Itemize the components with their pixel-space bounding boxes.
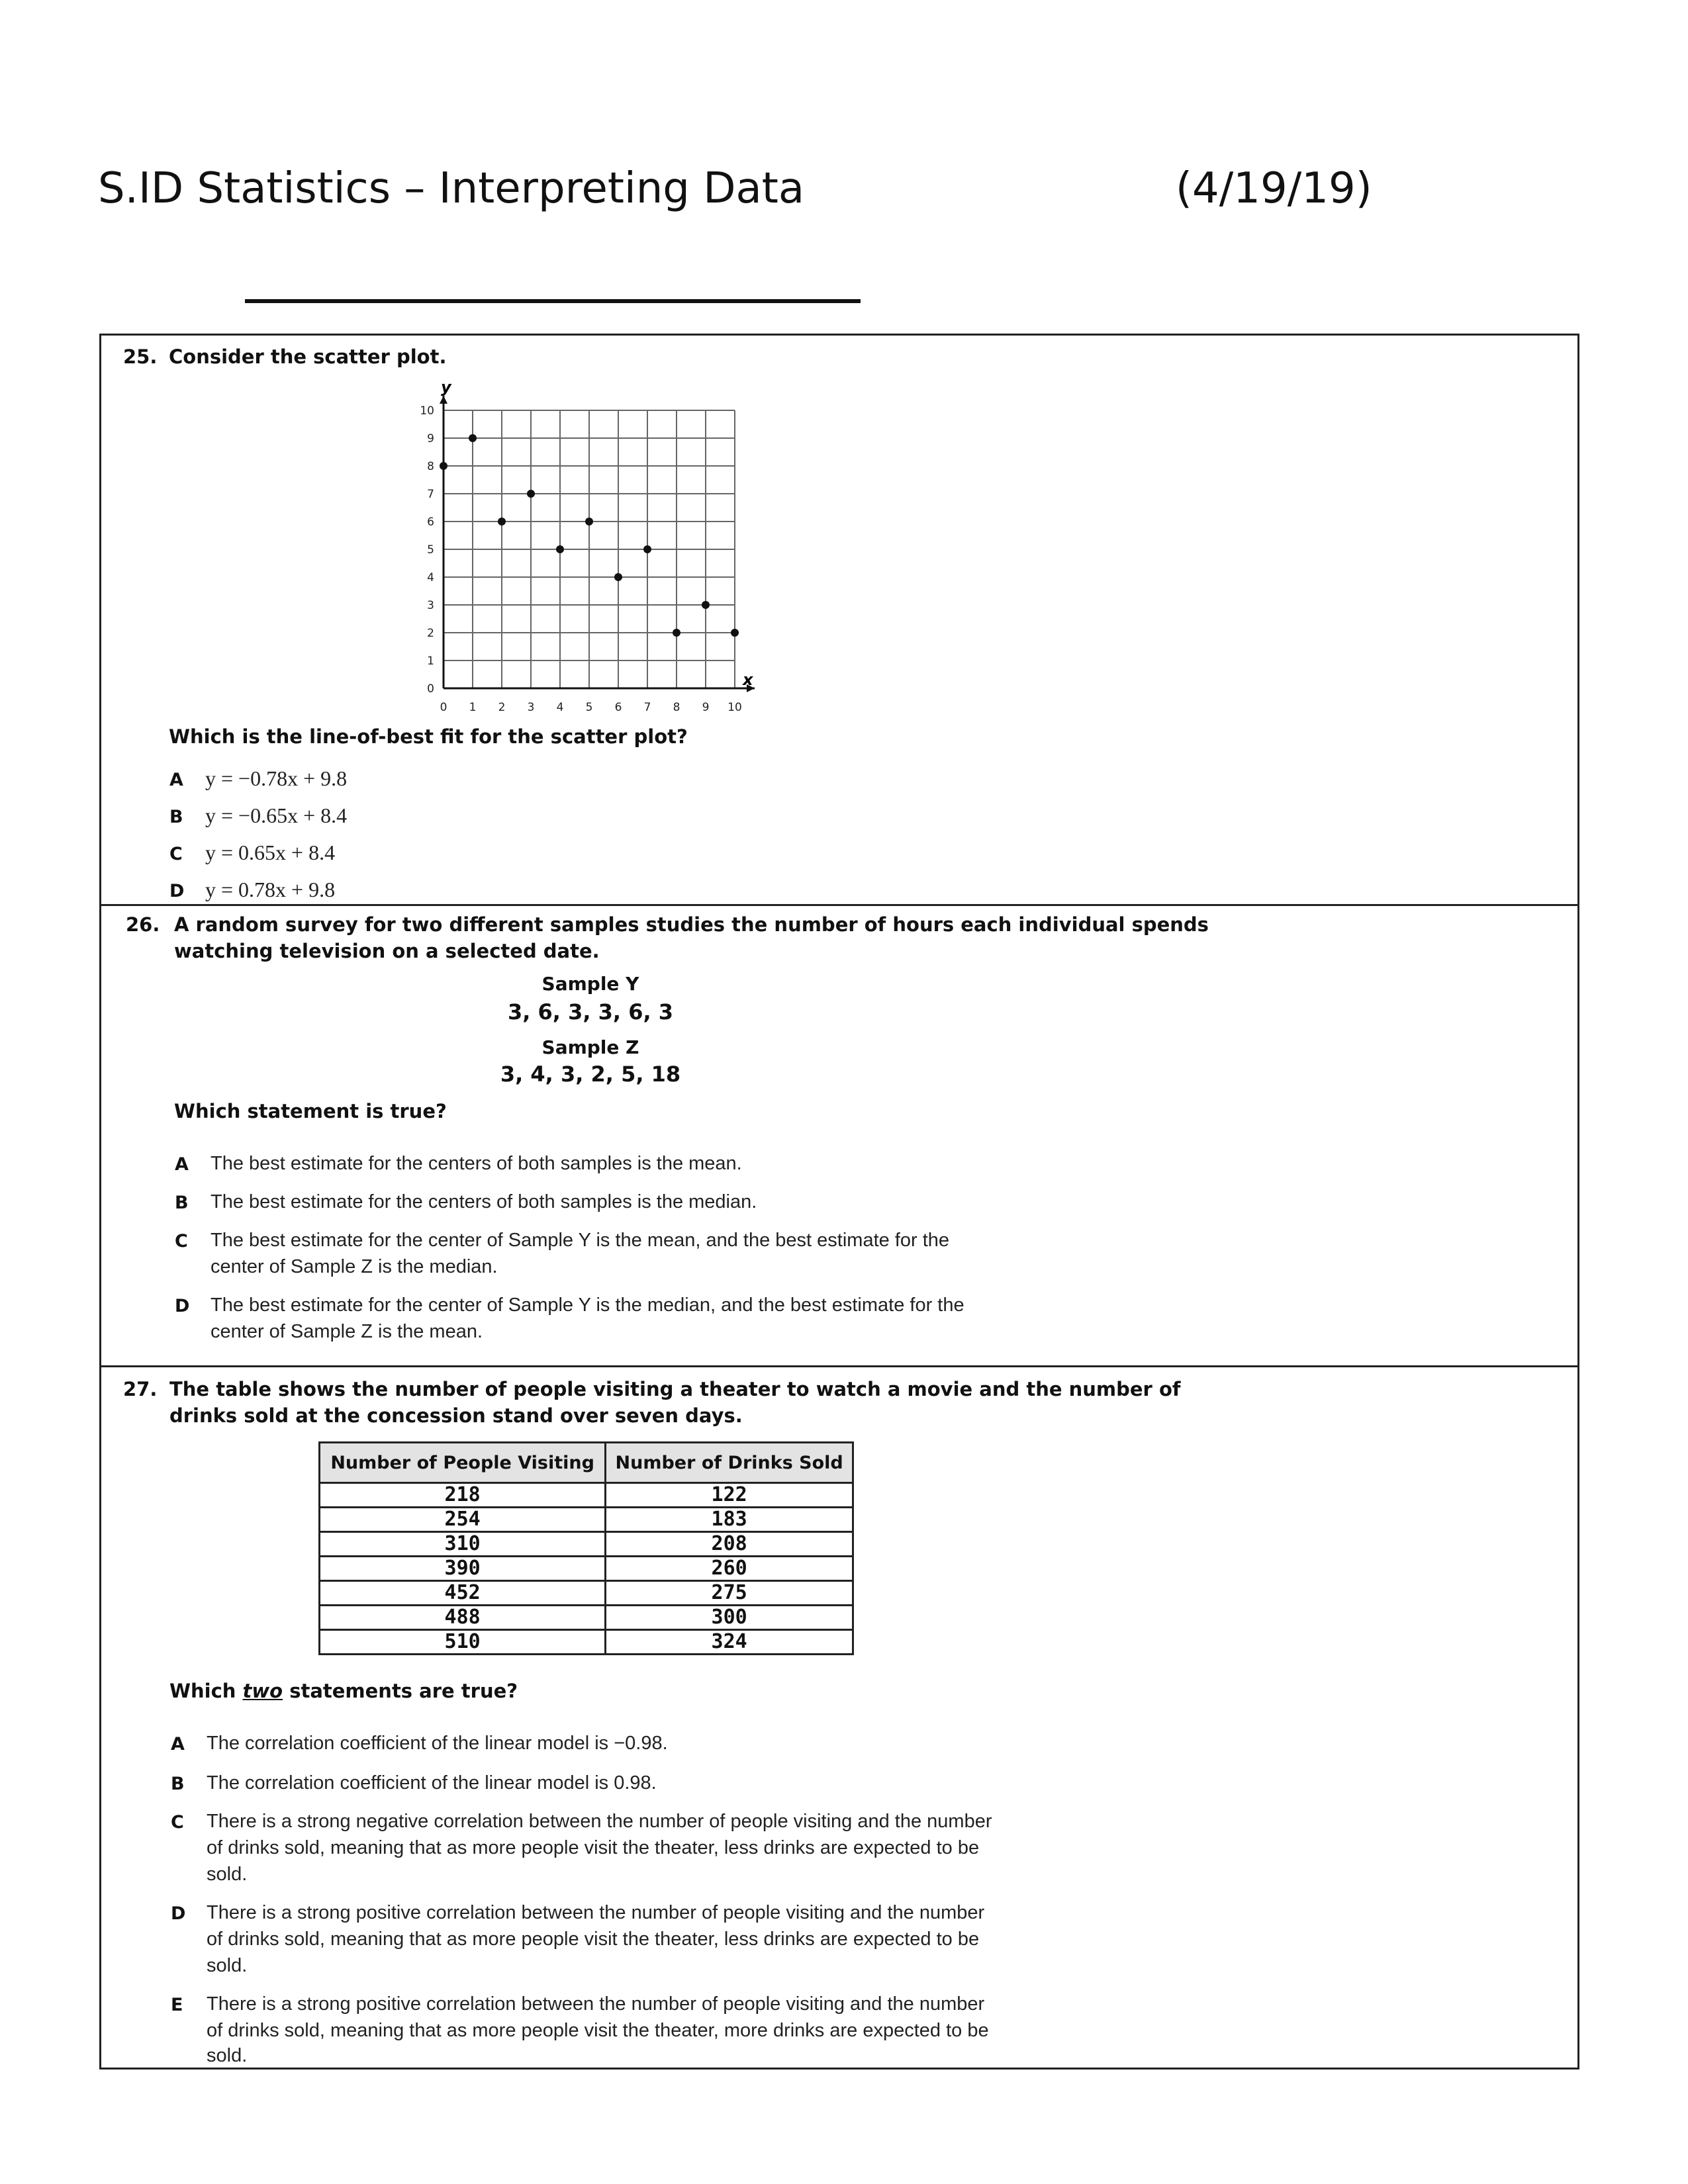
question-27-prompt-line2: drinks sold at the concession stand over seven days.: [169, 1404, 743, 1427]
q27-option-c-line3[interactable]: sold.: [207, 1864, 248, 1885]
table-cell: 208: [606, 1532, 853, 1557]
q25-option-a-text[interactable]: y = −0.78x + 9.8: [205, 766, 348, 790]
y-tick-label: 6: [427, 516, 434, 529]
table-row: [320, 1532, 853, 1557]
plot-grid: [444, 410, 735, 688]
table-header-row: [320, 1443, 853, 1483]
q27-option-e-line3[interactable]: sold.: [207, 2045, 248, 2066]
q25-option-b-letter: B: [169, 807, 183, 827]
page-date: (4/19/19): [1176, 164, 1372, 213]
question-27-question-post: statements are true?: [283, 1680, 518, 1702]
y-axis-arrow: [440, 396, 447, 404]
q27-option-c-letter: C: [171, 1812, 184, 1833]
x-tick-label: 5: [585, 701, 593, 714]
table-cell: 254: [320, 1508, 606, 1532]
x-axis-label: x: [743, 670, 753, 689]
scatter-point: [702, 601, 710, 609]
table-cell: 275: [606, 1581, 853, 1606]
q25-option-c-letter: C: [169, 844, 183, 864]
scatter-point: [498, 518, 506, 525]
table-cell: 183: [606, 1508, 853, 1532]
q27-option-c-line2[interactable]: of drinks sold, meaning that as more people visit the theater, less drinks are expected to be: [207, 1837, 980, 1858]
table-row: [320, 1483, 853, 1508]
q27-option-d-line3[interactable]: sold.: [207, 1955, 248, 1976]
q27-option-d-line1[interactable]: There is a strong positive correlation between the number of people visiting and the number: [207, 1902, 985, 1923]
plot-ticks: [420, 404, 741, 714]
table-row: [320, 1508, 853, 1532]
q26-option-c-line2[interactable]: center of Sample Z is the median.: [211, 1256, 498, 1277]
y-tick-label: 1: [427, 655, 434, 668]
q27-option-d-line2[interactable]: of drinks sold, meaning that as more people visit the theater, less drinks are expected to be: [207, 1929, 980, 1950]
scatter-point: [469, 434, 477, 442]
x-tick-label: 1: [469, 701, 477, 714]
scatter-point: [585, 518, 593, 525]
q25-option-c-text[interactable]: y = 0.65x + 8.4: [205, 841, 336, 864]
scatter-point: [440, 462, 447, 470]
y-axis-label: y: [441, 378, 451, 396]
table-header-people: Number of People Visiting: [320, 1443, 606, 1483]
scatter-plot: [397, 374, 768, 718]
x-tick-label: 6: [614, 701, 622, 714]
question-25-question: Which is the line-of-best fit for the scatter plot?: [169, 725, 688, 748]
q27-option-c-line1[interactable]: There is a strong negative correlation between the number of people visiting and the number: [207, 1811, 992, 1832]
scatter-point: [673, 629, 680, 637]
table-cell: 300: [606, 1606, 853, 1630]
scatter-point: [527, 490, 535, 498]
q26-option-c-letter: C: [175, 1231, 188, 1251]
y-tick-label: 10: [420, 404, 434, 418]
q26-option-d-line2[interactable]: center of Sample Z is the mean.: [211, 1321, 483, 1342]
q27-option-e-line2[interactable]: of drinks sold, meaning that as more people visit the theater, more drinks are expected to be: [207, 2020, 989, 2041]
question-27-question-pre: Which: [169, 1680, 243, 1702]
question-26-prompt-line1: A random survey for two different samples studies the number of hours each individual spends: [174, 913, 1209, 936]
q25-option-b-text[interactable]: y = −0.65x + 8.4: [205, 803, 348, 827]
scatter-point: [731, 629, 739, 637]
question-26-prompt-line2: watching television on a selected date.: [174, 940, 600, 962]
y-tick-label: 7: [427, 488, 434, 501]
sample-z-values: 3, 4, 3, 2, 5, 18: [500, 1062, 681, 1087]
q26-option-c-line1[interactable]: The best estimate for the center of Sample Y is the mean, and the best estimate for the: [211, 1230, 950, 1251]
x-tick-label: 2: [498, 701, 506, 714]
sample-z-label: Sample Z: [541, 1036, 639, 1058]
table-cell: 510: [320, 1630, 606, 1655]
q26-option-a-text[interactable]: The best estimate for the centers of both samples is the mean.: [211, 1153, 742, 1174]
q26-option-d-line1[interactable]: The best estimate for the center of Sample Y is the median, and the best estimate for the: [211, 1295, 964, 1316]
scatter-point: [643, 545, 651, 553]
scatter-point: [556, 545, 564, 553]
question-26-question: Which statement is true?: [174, 1100, 447, 1122]
q25-option-d-letter: D: [169, 881, 185, 901]
q25-option-d-text[interactable]: y = 0.78x + 9.8: [205, 878, 336, 901]
table-cell: 324: [606, 1630, 853, 1655]
q26-option-d-letter: D: [175, 1296, 190, 1316]
y-tick-label: 3: [427, 599, 434, 612]
x-tick-label: 4: [556, 701, 564, 714]
q25-option-a-letter: A: [169, 770, 183, 790]
q26-option-a-letter: A: [175, 1154, 189, 1175]
question-27-prompt-line1: The table shows the number of people visiting a theater to watch a movie and the number of: [169, 1378, 1181, 1400]
q27-option-e-line1[interactable]: There is a strong positive correlation between the number of people visiting and the number: [207, 1993, 985, 2015]
name-blank-line: [245, 299, 861, 303]
q27-option-e-letter: E: [171, 1995, 183, 2015]
q27-option-a-letter: A: [171, 1734, 185, 1754]
question-27-question: [169, 1677, 518, 1705]
table-cell: 390: [320, 1557, 606, 1581]
table-cell: 122: [606, 1483, 853, 1508]
q27-option-a-text[interactable]: The correlation coefficient of the linear model is −0.98.: [207, 1733, 668, 1754]
table-row: [320, 1630, 853, 1655]
x-tick-label: 0: [440, 701, 447, 714]
table-cell: 452: [320, 1581, 606, 1606]
x-tick-label: 3: [527, 701, 535, 714]
q26-option-b-text[interactable]: The best estimate for the centers of both samples is the median.: [211, 1191, 757, 1212]
plot-axes: [440, 396, 755, 692]
q26-option-b-letter: B: [175, 1193, 189, 1213]
question-25-number: 25.: [123, 345, 158, 368]
table-header-drinks: Number of Drinks Sold: [606, 1443, 853, 1483]
x-tick-label: 10: [727, 701, 742, 714]
question-27-number: 27.: [123, 1378, 158, 1400]
table-cell: 310: [320, 1532, 606, 1557]
table-cell: 260: [606, 1557, 853, 1581]
sample-y-values: 3, 6, 3, 3, 6, 3: [507, 999, 674, 1024]
question-27-question-em: two: [242, 1680, 283, 1702]
scatter-point: [614, 573, 622, 581]
table-row: [320, 1581, 853, 1606]
q27-option-b-text[interactable]: The correlation coefficient of the linear model is 0.98.: [207, 1772, 657, 1794]
y-tick-label: 0: [427, 682, 434, 696]
x-tick-label: 8: [673, 701, 680, 714]
table-row: [320, 1557, 853, 1581]
y-tick-label: 9: [427, 432, 434, 445]
y-tick-label: 5: [427, 543, 434, 557]
y-tick-label: 8: [427, 460, 434, 473]
question-26-number: 26.: [126, 913, 160, 936]
table-cell: 488: [320, 1606, 606, 1630]
q27-option-d-letter: D: [171, 1903, 186, 1924]
y-tick-label: 4: [427, 571, 434, 584]
table-cell: 218: [320, 1483, 606, 1508]
sample-y-label: Sample Y: [541, 973, 639, 995]
x-tick-label: 7: [643, 701, 651, 714]
y-tick-label: 2: [427, 627, 434, 640]
q27-option-b-letter: B: [171, 1774, 185, 1794]
theater-data-table: [318, 1441, 854, 1655]
page-title: S.ID Statistics – Interpreting Data: [98, 164, 805, 213]
x-tick-label: 9: [702, 701, 710, 714]
question-25-prompt: Consider the scatter plot.: [169, 345, 447, 368]
table-row: [320, 1606, 853, 1630]
